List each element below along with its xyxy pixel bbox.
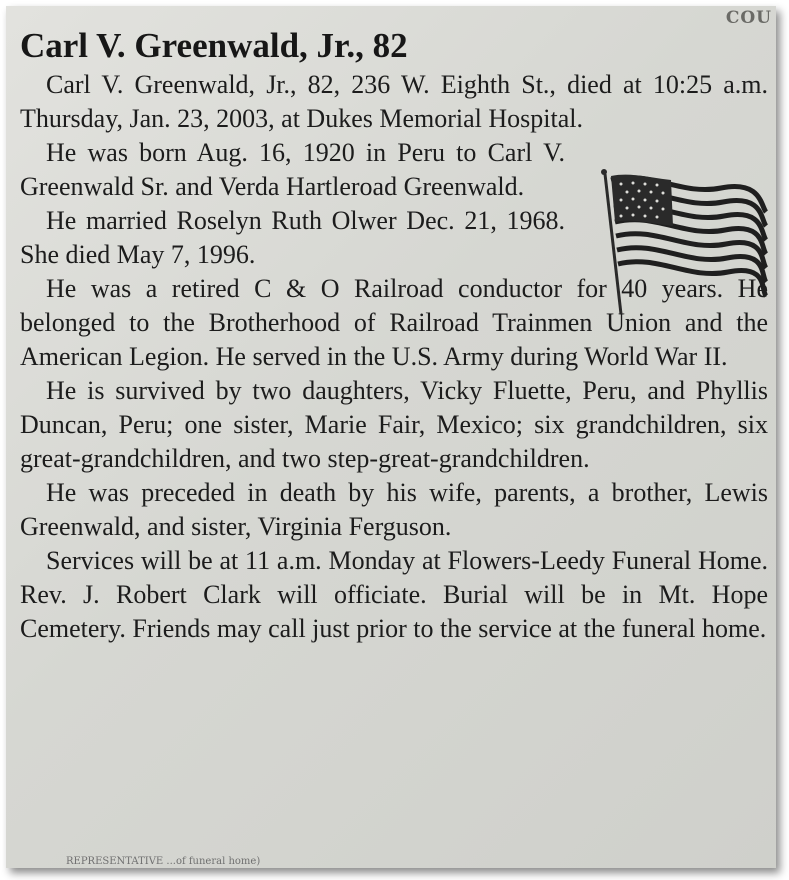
clipping-photo: [6, 6, 776, 868]
american-flag-icon: [591, 166, 771, 316]
paragraph-birth: He was born Aug. 16, 1920 in Peru to Carl V. Greenwald Sr. and Verda Hartleroad Greenwald.: [20, 138, 565, 201]
corner-text-fragment: COU: [725, 8, 772, 28]
paragraph-marriage: He married Roselyn Ruth Olwer Dec. 21, 1968. She died May 7, 1996.: [20, 206, 565, 269]
paragraph-survivors: He is survived by two daughters, Vicky Fluette, Peru, and Phyllis Duncan, Peru; one sister, Marie Fair, Mexico; six grandchildren, six great-grandchildren, and two step-great-grandchildren.: [20, 376, 768, 473]
paragraph-death: Carl V. Greenwald, Jr., 82, 236 W. Eighth St., died at 10:25 a.m. Thursday, Jan. 23, 2003, at Dukes Memorial Hospital.: [20, 70, 768, 133]
paragraph-career: He was a retired C & O Railroad conductor for 40 years. He belonged to the Brotherhood of Railroad Trainmen Union and the American Legion. He served in the U.S. Army during World War II.: [20, 274, 768, 371]
obituary-headline: Carl V. Greenwald, Jr., 82: [20, 26, 408, 65]
paragraph-services: Services will be at 11 a.m. Monday at Flowers-Leedy Funeral Home. Rev. J. Robert Clark will officiate. Burial will be in Mt. Hope Cemetery. Friends may call just prior to the service at the funeral home.: [20, 546, 768, 643]
obituary-article: [20, 26, 768, 646]
paragraph-preceded: He was preceded in death by his wife, parents, a brother, Lewis Greenwald, and sister, Virginia Ferguson.: [20, 478, 768, 541]
newspaper-clipping: [6, 6, 776, 868]
bottom-cut-text-fragment: REPRESENTATIVE ...of funeral home): [66, 856, 261, 867]
